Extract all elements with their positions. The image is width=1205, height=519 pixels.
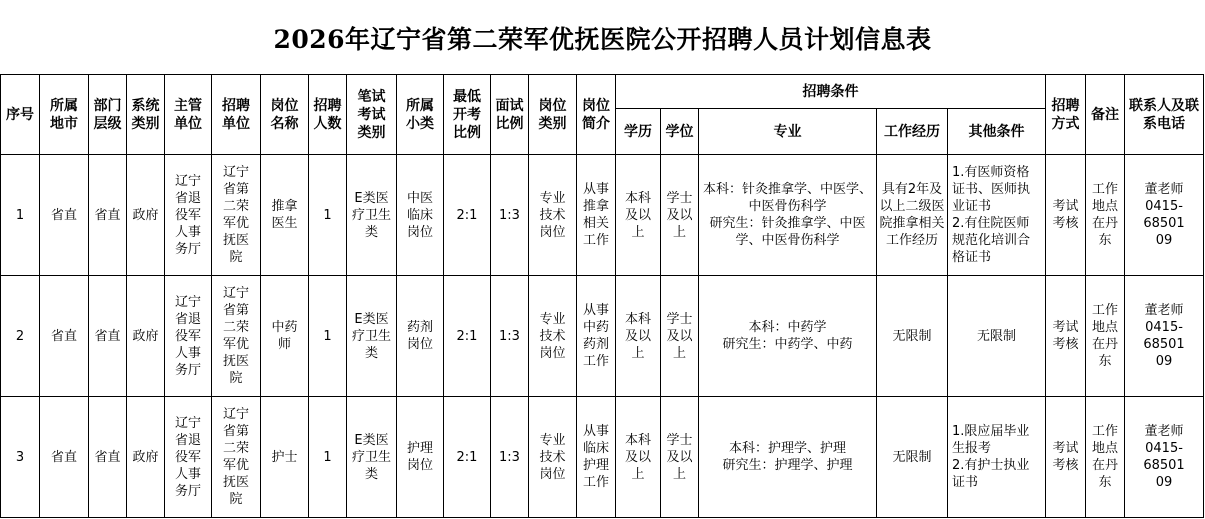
cell-position: 中药师: [261, 276, 309, 397]
cell-other: [948, 276, 1046, 397]
cell-other: [948, 397, 1046, 518]
major-undergrad: 本科：中药学: [748, 320, 827, 335]
cell-seq: 3: [1, 397, 40, 518]
cell-post-type: 专业技术岗位: [529, 155, 577, 276]
header-method: 招聘方式: [1046, 75, 1086, 155]
cell-post-type: 专业技术岗位: [529, 397, 577, 518]
cell-unit: 辽宁省第二荣军优抚医院: [212, 276, 261, 397]
other-condition-2: 2.有护士执业证书: [952, 458, 1030, 490]
cell-min-ratio: 2:1: [444, 155, 491, 276]
header-authority: 主管单位: [165, 75, 212, 155]
major-undergrad: 本科：护理学、护理: [728, 441, 846, 456]
contact-name: 董老师: [1144, 424, 1184, 439]
header-seq: 序号: [1, 75, 40, 155]
table-row: [1, 155, 1204, 276]
cell-level: 省直: [89, 397, 127, 518]
cell-method: 考试考核: [1046, 397, 1086, 518]
header-unit: 招聘单位: [212, 75, 261, 155]
other-condition-1: 1.限应届毕业生报考: [952, 424, 1030, 456]
cell-other: [948, 155, 1046, 276]
cell-education: 本科及以上: [616, 276, 661, 397]
cell-city: 省直: [40, 397, 89, 518]
cell-contact: [1125, 155, 1204, 276]
cell-authority: 辽宁省退役军人事务厅: [165, 155, 212, 276]
cell-exam-type: E类医疗卫生类: [347, 155, 397, 276]
header-post-type: 岗位类别: [529, 75, 577, 155]
cell-seq: 2: [1, 276, 40, 397]
cell-degree: 学士及以上: [661, 397, 699, 518]
cell-remark: 工作地点在丹东: [1086, 155, 1125, 276]
cell-interview-ratio: 1:3: [491, 276, 529, 397]
cell-method: 考试考核: [1046, 155, 1086, 276]
major-graduate: 研究生：护理学、护理: [722, 458, 853, 473]
cell-education: 本科及以上: [616, 397, 661, 518]
contact-phone: 0415-6850109: [1143, 441, 1185, 490]
header-exam-type: 笔试考试类别: [347, 75, 397, 155]
other-condition-2: 2.有住院医师规范化培训合格证书: [952, 216, 1031, 265]
table-row: [1, 276, 1204, 397]
header-degree: 学位: [661, 109, 699, 155]
cell-education: 本科及以上: [616, 155, 661, 276]
cell-experience: 无限制: [877, 276, 948, 397]
cell-contact: [1125, 397, 1204, 518]
cell-authority: 辽宁省退役军人事务厅: [165, 276, 212, 397]
cell-post-intro: 从事推拿相关工作: [577, 155, 616, 276]
recruitment-table: [0, 74, 1204, 518]
cell-position: 护士: [261, 397, 309, 518]
header-post-intro: 岗位简介: [577, 75, 616, 155]
cell-experience: 无限制: [877, 397, 948, 518]
header-subcategory: 所属小类: [397, 75, 444, 155]
cell-system: 政府: [127, 155, 165, 276]
cell-major: [699, 276, 877, 397]
page-title: 2026年辽宁省第二荣军优抚医院公开招聘人员计划信息表: [273, 25, 932, 54]
header-experience: 工作经历: [877, 109, 948, 155]
cell-post-intro: 从事中药药剂工作: [577, 276, 616, 397]
header-city: 所属地市: [40, 75, 89, 155]
cell-major: [699, 155, 877, 276]
cell-degree: 学士及以上: [661, 155, 699, 276]
header-remark: 备注: [1086, 75, 1125, 155]
cell-unit: 辽宁省第二荣军优抚医院: [212, 155, 261, 276]
cell-unit: 辽宁省第二荣军优抚医院: [212, 397, 261, 518]
header-interview-ratio: 面试比例: [491, 75, 529, 155]
cell-system: 政府: [127, 397, 165, 518]
cell-degree: 学士及以上: [661, 276, 699, 397]
cell-remark: 工作地点在丹东: [1086, 276, 1125, 397]
cell-count: 1: [309, 155, 347, 276]
contact-name: 董老师: [1144, 303, 1184, 318]
cell-exam-type: E类医疗卫生类: [347, 397, 397, 518]
header-major: 专业: [699, 109, 877, 155]
header-position: 岗位名称: [261, 75, 309, 155]
contact-phone: 0415-6850109: [1143, 199, 1185, 248]
cell-position: 推拿医生: [261, 155, 309, 276]
cell-remark: 工作地点在丹东: [1086, 397, 1125, 518]
cell-min-ratio: 2:1: [444, 276, 491, 397]
cell-subcategory: 中医临床岗位: [397, 155, 444, 276]
other-condition-1: 1.有医师资格证书、医师执业证书: [952, 165, 1031, 214]
cell-level: 省直: [89, 276, 127, 397]
cell-post-type: 专业技术岗位: [529, 276, 577, 397]
cell-authority: 辽宁省退役军人事务厅: [165, 397, 212, 518]
cell-experience: 具有2年及以上二级医院推拿相关工作经历: [877, 155, 948, 276]
header-contact: 联系人及联系电话: [1125, 75, 1204, 155]
cell-system: 政府: [127, 276, 165, 397]
header-row-top: [1, 75, 1204, 109]
contact-name: 董老师: [1144, 182, 1184, 197]
cell-seq: 1: [1, 155, 40, 276]
cell-major: [699, 397, 877, 518]
header-count: 招聘人数: [309, 75, 347, 155]
cell-interview-ratio: 1:3: [491, 155, 529, 276]
cell-min-ratio: 2:1: [444, 397, 491, 518]
cell-city: 省直: [40, 276, 89, 397]
major-graduate: 研究生：针灸推拿学、中医学、中医骨伤科学: [709, 216, 866, 248]
other-condition-1: 无限制: [977, 328, 1017, 344]
cell-exam-type: E类医疗卫生类: [347, 276, 397, 397]
contact-phone: 0415-6850109: [1143, 320, 1185, 369]
major-graduate: 研究生：中药学、中药: [722, 337, 853, 352]
cell-interview-ratio: 1:3: [491, 397, 529, 518]
header-other: 其他条件: [948, 109, 1046, 155]
header-system: 系统类别: [127, 75, 165, 155]
cell-city: 省直: [40, 155, 89, 276]
header-min-ratio: 最低开考比例: [444, 75, 491, 155]
cell-contact: [1125, 276, 1204, 397]
table-row: [1, 397, 1204, 518]
header-education: 学历: [616, 109, 661, 155]
cell-level: 省直: [89, 155, 127, 276]
cell-post-intro: 从事临床护理工作: [577, 397, 616, 518]
header-level: 部门层级: [89, 75, 127, 155]
cell-subcategory: 护理岗位: [397, 397, 444, 518]
cell-count: 1: [309, 276, 347, 397]
cell-method: 考试考核: [1046, 276, 1086, 397]
cell-subcategory: 药剂岗位: [397, 276, 444, 397]
header-conditions: 招聘条件: [616, 75, 1046, 109]
cell-count: 1: [309, 397, 347, 518]
major-undergrad: 本科：针灸推拿学、中医学、中医骨伤科学: [703, 182, 873, 214]
